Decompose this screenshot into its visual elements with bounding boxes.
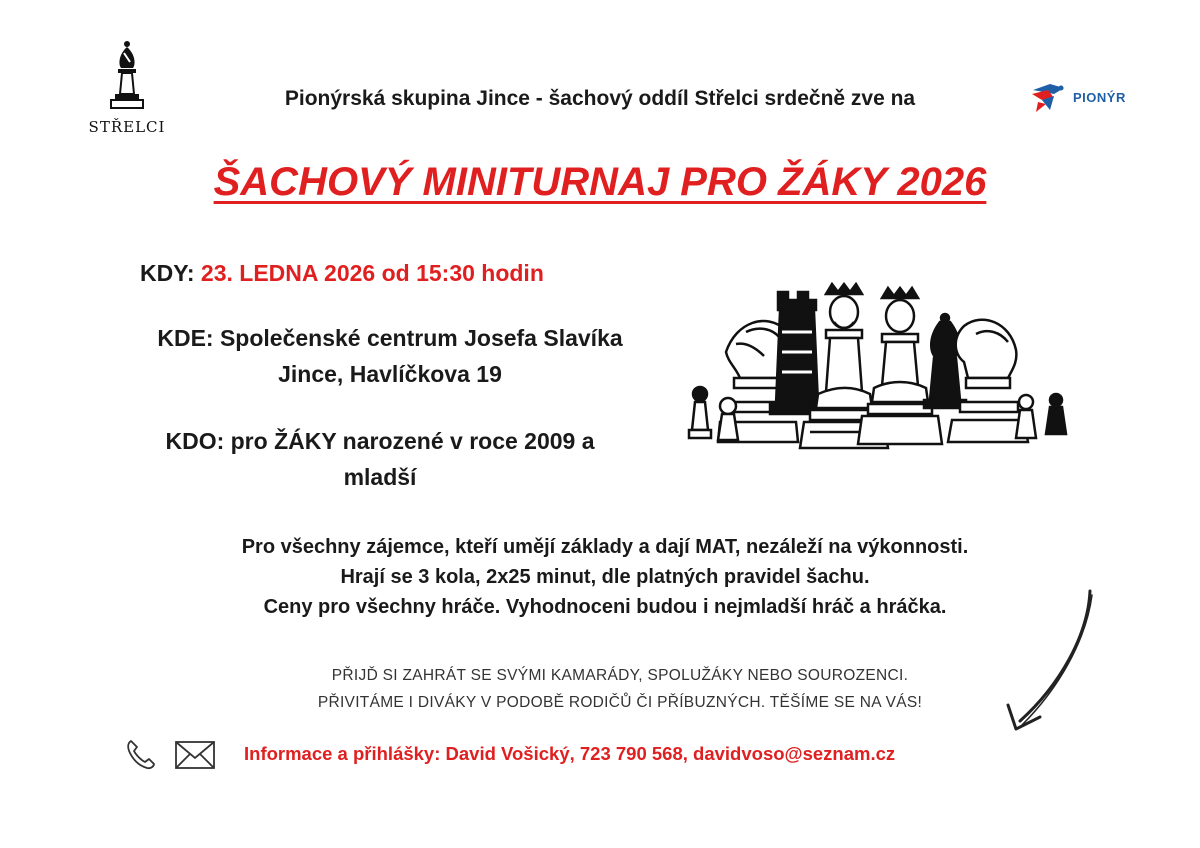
who-line1: KDO: pro ŽÁKY narozené v roce 2009 a bbox=[165, 428, 595, 454]
bishop-dark-icon bbox=[924, 314, 966, 408]
strelci-logo bbox=[82, 38, 172, 148]
pionyr-label: PIONÝR bbox=[1073, 90, 1126, 105]
info-line: Hrají se 3 kola, 2x25 minut, dle platných pravidel šachu. bbox=[340, 566, 870, 588]
pionyr-logo bbox=[1030, 80, 1140, 120]
arrow-icon bbox=[1000, 585, 1110, 735]
page-title: ŠACHOVÝ MINITURNAJ PRO ŽÁKY 2026 bbox=[213, 160, 987, 204]
where-block bbox=[100, 320, 680, 392]
info-block bbox=[100, 532, 1110, 622]
pawn-right-icon bbox=[1016, 395, 1036, 438]
knight-right-icon bbox=[948, 320, 1028, 442]
invite-line: PŘIJĎ SI ZAHRÁT SE SVÝMI KAMARÁDY, SPOLUŽÁKY NEBO SOUROZENCI. bbox=[331, 667, 909, 684]
when-value: 23. LEDNA 2026 od 15:30 hodin bbox=[200, 260, 544, 286]
chess-bishop-icon bbox=[107, 38, 147, 114]
info-line: Ceny pro všechny hráče. Vyhodnoceni budou i nejmladší hráč a hráčka. bbox=[263, 596, 947, 618]
header-text: Pionýrská skupina Jince - šachový oddíl Střelci srdečně zve na bbox=[284, 87, 916, 110]
pionyr-bird-icon bbox=[1030, 80, 1068, 116]
mail-icon bbox=[174, 740, 216, 770]
contact-info: Informace a přihlášky: David Vošický, 723 790 568, davidvoso@seznam.cz bbox=[244, 743, 896, 764]
invite-line: PŘIVITÁME I DIVÁKY V PODOBĚ RODIČŮ ČI PŘÍBUZNÝCH. TĚŠÍME SE NA VÁS! bbox=[317, 694, 923, 711]
king-right-icon bbox=[858, 288, 942, 444]
info-line: Pro všechny zájemce, kteří umějí základy a dají MAT, nezáleží na výkonnosti. bbox=[241, 536, 969, 558]
strelci-label: STŘELCI bbox=[88, 118, 166, 136]
rook-icon bbox=[770, 292, 824, 414]
phone-icon bbox=[125, 738, 157, 770]
where-line2: Jince, Havlíčkova 19 bbox=[278, 361, 502, 387]
where-line1: KDE: Společenské centrum Josefa Slavíka bbox=[157, 325, 623, 351]
who-line2: mladší bbox=[343, 464, 417, 490]
pawn-left-icon bbox=[689, 387, 711, 438]
who-block bbox=[100, 423, 660, 495]
when-label: KDY: bbox=[140, 260, 195, 286]
invite-block bbox=[200, 662, 1040, 716]
pawn-icon bbox=[718, 398, 738, 440]
pawn-far-right-icon bbox=[1046, 394, 1066, 434]
when-line bbox=[140, 260, 544, 287]
chess-pieces-illustration bbox=[686, 282, 1076, 454]
